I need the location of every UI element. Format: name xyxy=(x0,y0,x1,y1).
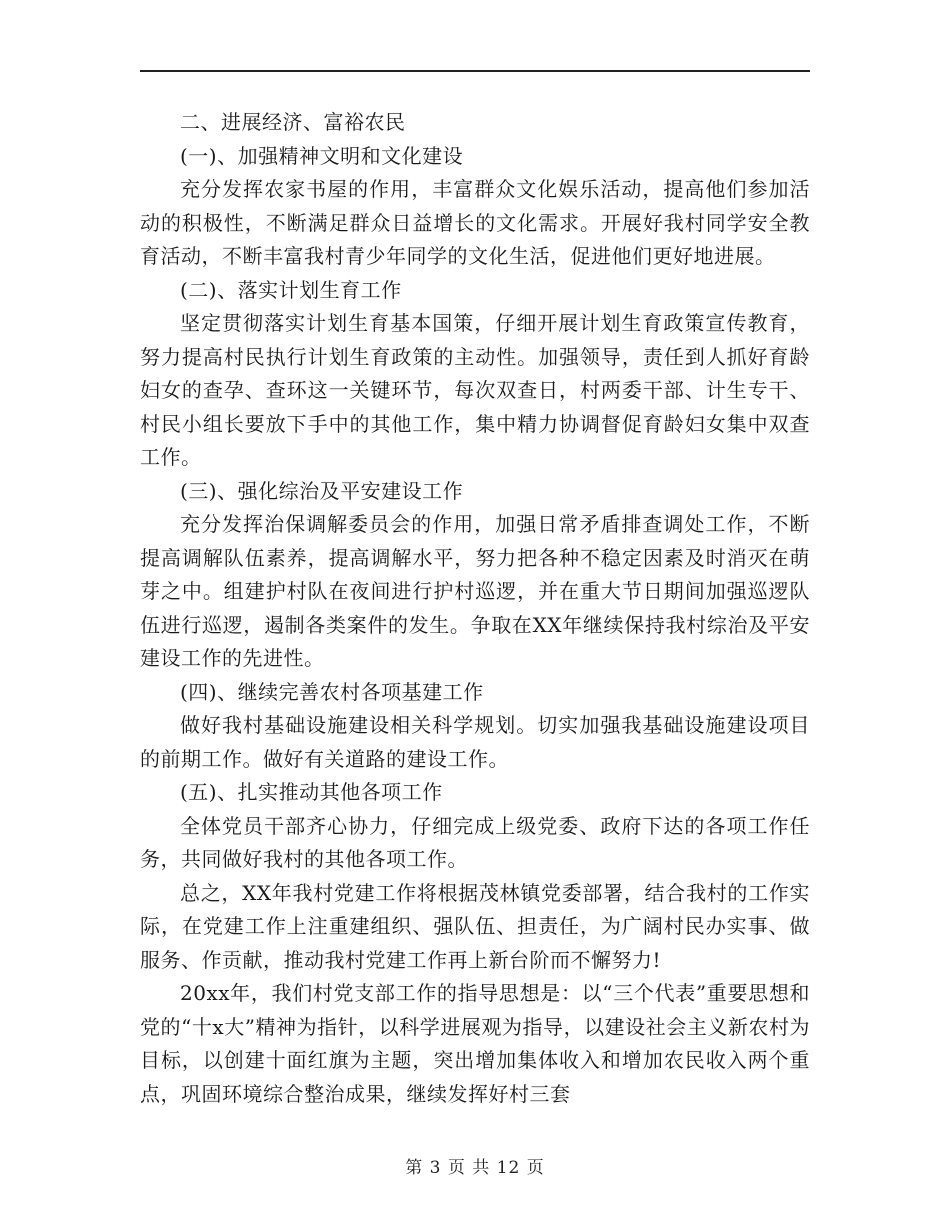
body-paragraph: 充分发挥治保调解委员会的作用，加强日常矛盾排查调处工作，不断提高调解队伍素养，提高调解水平，努力把各种不稳定因素及时消灭在萌芽之中。组建护村队在夜间进行护村巡逻，并在重大节日期间加强巡逻队伍进行巡逻，遏制各类案件的发生。争取在XX年继续保持我村综治及平安建设工作的先进性。 xyxy=(140,512,810,670)
body-paragraph: 全体党员干部齐心协力，仔细完成上级党委、政府下达的各项工作任务，共同做好我村的其他各项工作。 xyxy=(140,813,810,871)
subsection-heading: (一)、加强精神文明和文化建设 xyxy=(180,143,464,168)
subsection-heading: (五)、扎实推动其他各项工作 xyxy=(180,780,443,804)
body-paragraph: 坚定贯彻落实计划生育基本国策，仔细开展计划生育政策宣传教育，努力提高村民执行计划生育政策的主动性。加强领导，责任到人抓好育龄妇女的查孕、查环这一关键环节，每次双查日，村两委干部、计生专干、村民小组长要放下手中的其他工作，集中精力协调督促育龄妇女集中双查工作。 xyxy=(140,311,810,469)
section-heading: 二、进展经济、富裕农民 xyxy=(180,110,406,134)
header-rule xyxy=(140,70,810,72)
subsection-heading: (三)、强化综治及平安建设工作 xyxy=(180,478,464,503)
subsection-heading: (二)、落实计划生育工作 xyxy=(180,277,402,302)
page-number: 第 3 页 共 12 页 xyxy=(405,1158,545,1178)
body-paragraph: 做好我村基础设施建设相关科学规划。切实加强我基础设施建设项目的前期工作。做好有关道路的建设工作。 xyxy=(140,713,810,771)
document-body xyxy=(140,106,810,1111)
body-paragraph: 充分发挥农家书屋的作用，丰富群众文化娱乐活动，提高他们参加活动的积极性，不断满足群众日益增长的文化需求。开展好我村同学安全教育活动，不断丰富我村青少年同学的文化生活，促进他们更好地进展。 xyxy=(140,177,810,268)
body-paragraph: 20xx年，我们村党支部工作的指导思想是：以“三个代表”重要思想和党的“十x大”精神为指针，以科学进展观为指导，以建设社会主义新农村为目标，以创建十面红旗为主题，突出增加集体收入和增加农民收入两个重点，巩固环境综合整治成果，继续发挥好村三套 xyxy=(140,981,810,1106)
body-paragraph: 总之，XX年我村党建工作将根据茂林镇党委部署，结合我村的工作实际，在党建工作上注重建组织、强队伍、担责任，为广阔村民办实事、做服务、作贡献，推动我村党建工作再上新台阶而不懈努力! xyxy=(140,880,810,972)
subsection-heading: (四)、继续完善农村各项基建工作 xyxy=(180,679,484,704)
